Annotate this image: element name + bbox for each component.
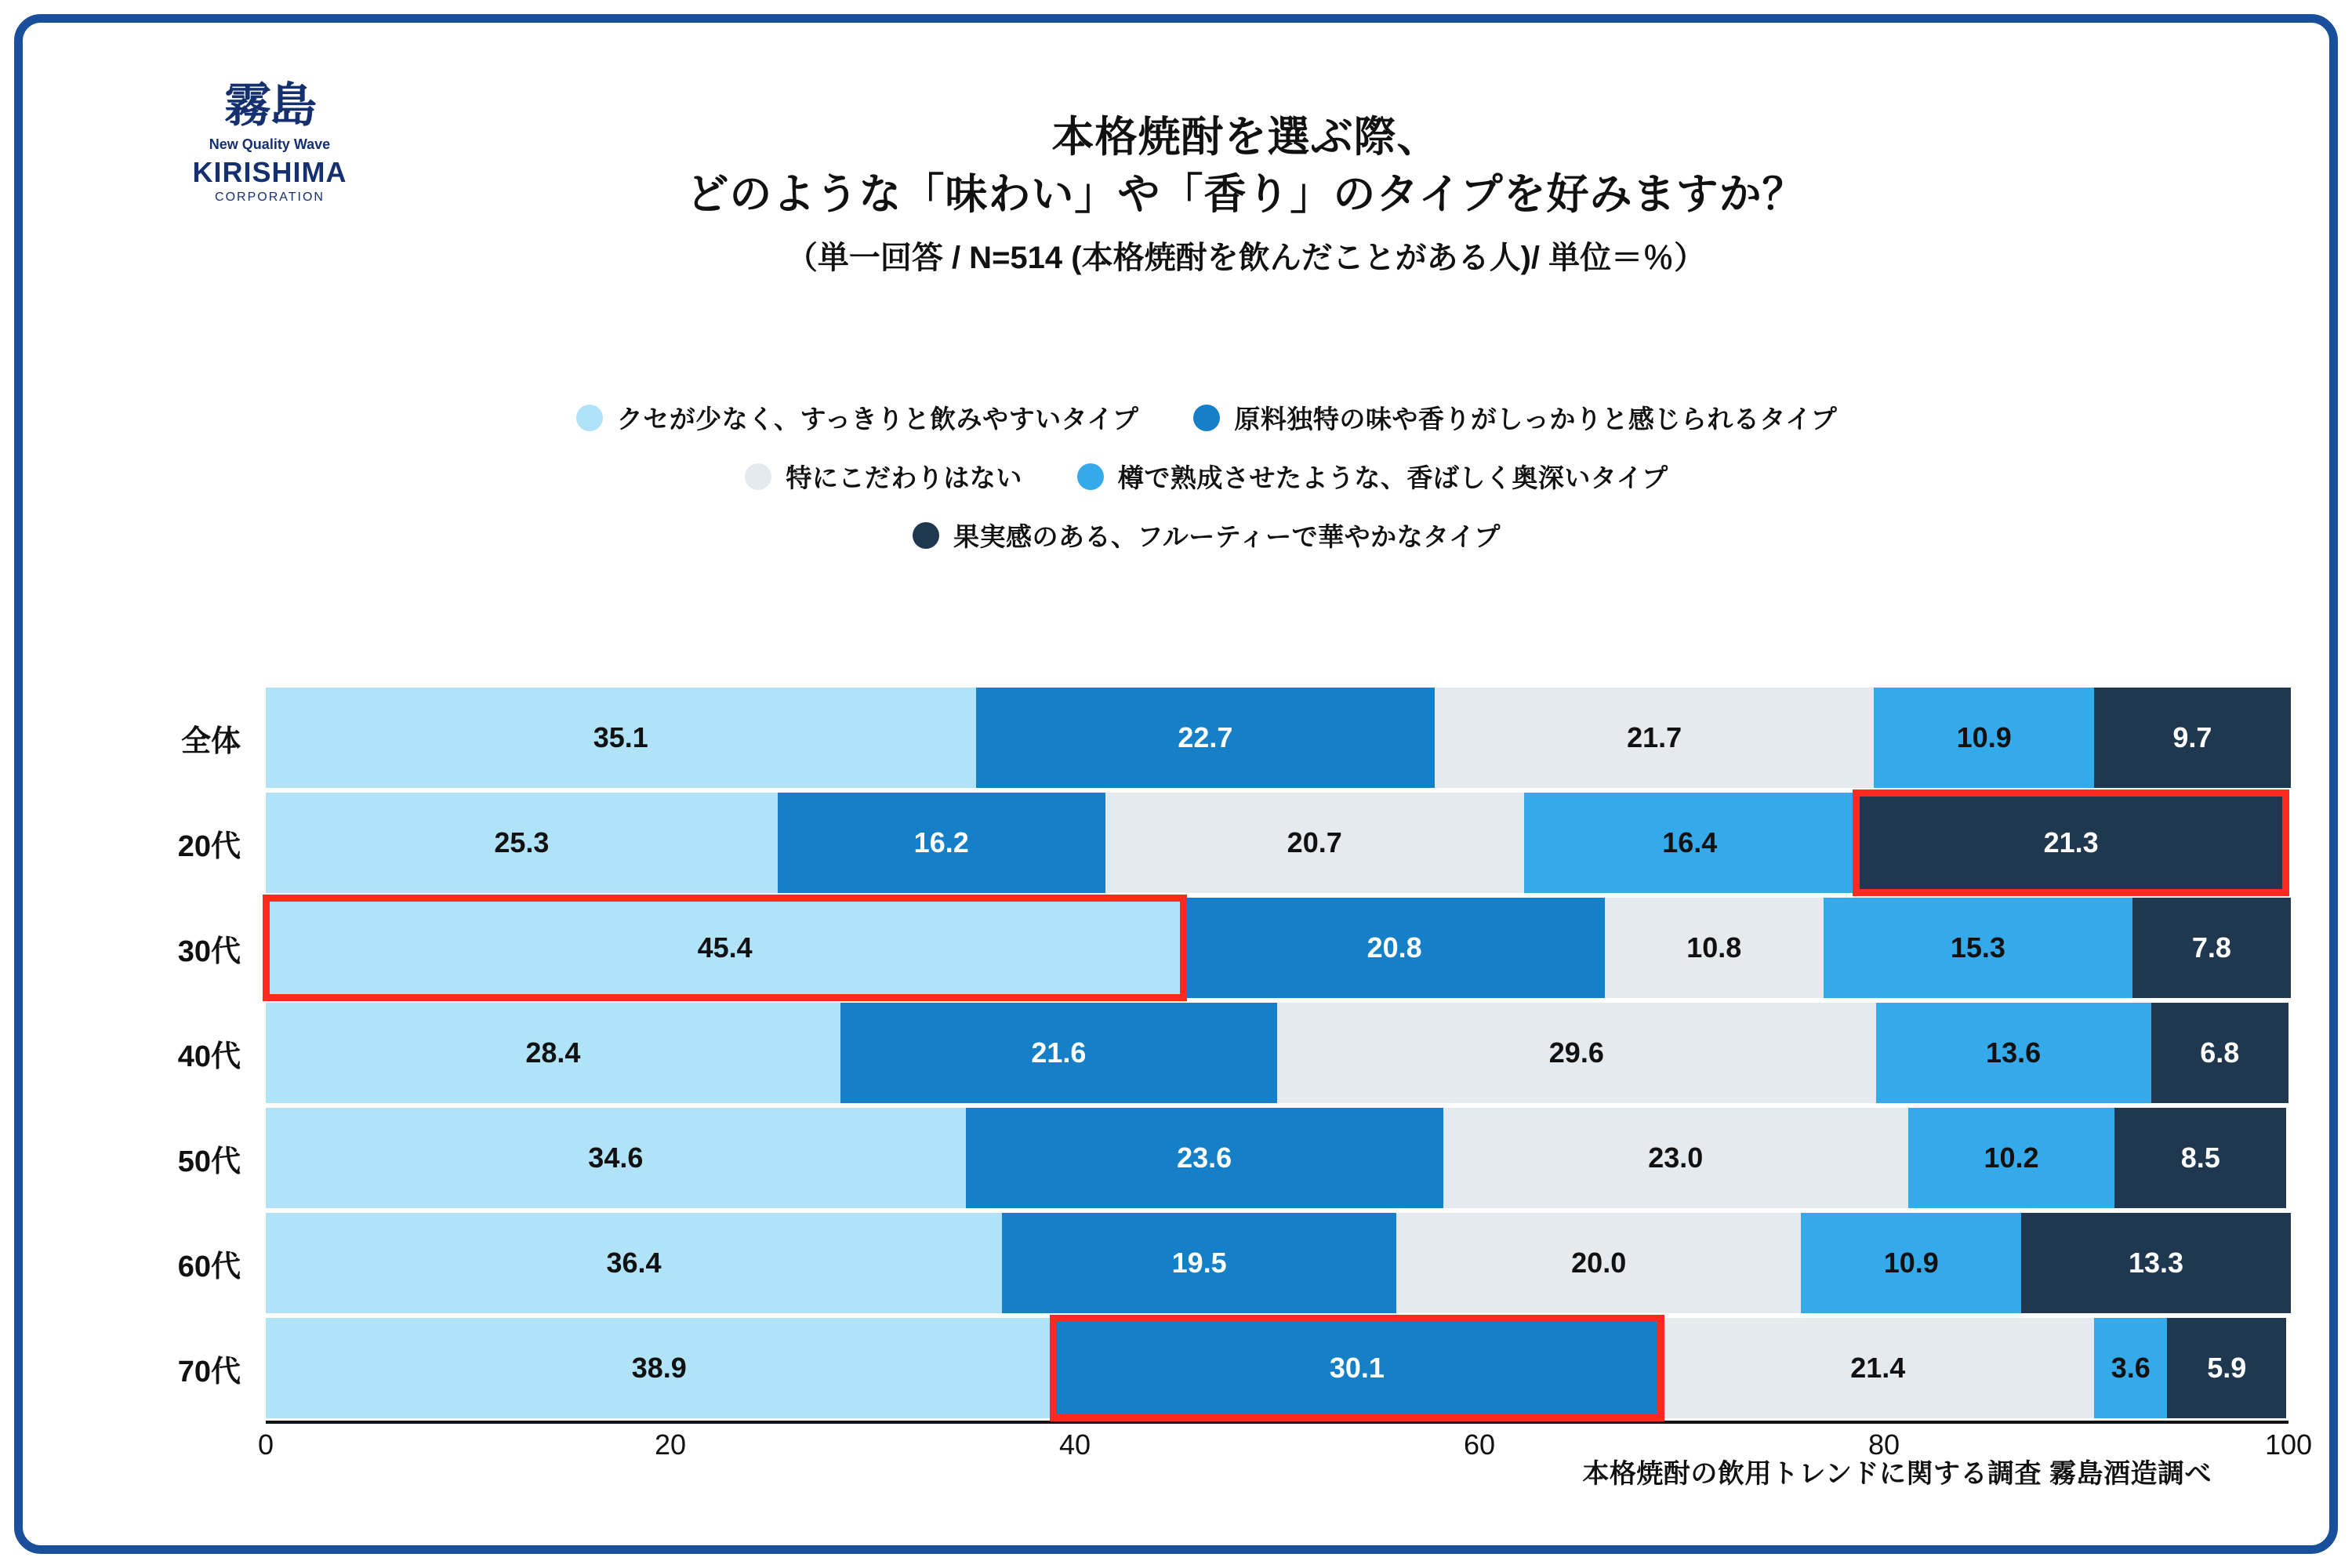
bar-value-label: 21.7 — [1627, 721, 1682, 753]
bar-segment — [2151, 1003, 2288, 1103]
legend-label: 樽で熟成させたような、香ばしく奥深いタイプ — [1117, 463, 1668, 492]
chart-row-label: 70代 — [177, 1355, 241, 1388]
kirishima-logo — [172, 78, 368, 205]
bar-segment — [266, 793, 778, 893]
bar-value-label: 36.4 — [606, 1247, 662, 1279]
slide-frame — [14, 14, 2338, 1554]
chart-row-bar — [266, 1108, 2288, 1208]
bar-segment — [1524, 793, 1856, 893]
chart-row — [140, 895, 2288, 1000]
chart-row-bar — [266, 1318, 2288, 1418]
bar-segment — [266, 1213, 1002, 1313]
bar-segment — [266, 1318, 1053, 1418]
logo-name: KIRISHIMA — [192, 156, 347, 188]
logo-mark: 霧島 — [224, 78, 315, 133]
chart-row-label: 20代 — [177, 829, 241, 863]
legend-label: 特にこだわりはない — [786, 463, 1022, 492]
logo-sub: CORPORATION — [215, 191, 325, 204]
bar-value-label: 10.9 — [1956, 721, 2012, 753]
bar-value-label: 29.6 — [1548, 1036, 1604, 1069]
chart-row — [140, 790, 2288, 895]
bar-value-label: 35.1 — [593, 721, 648, 753]
legend-item — [576, 399, 1139, 436]
legend-row — [227, 399, 2187, 436]
stacked-bar-chart — [140, 685, 2313, 1461]
chart-row-label: 全体 — [180, 724, 241, 758]
chart-row-bar — [266, 898, 2291, 998]
bar-value-label: 23.6 — [1177, 1142, 1232, 1174]
bar-value-label: 23.0 — [1648, 1142, 1704, 1174]
bar-segment — [1002, 1213, 1396, 1313]
x-axis-tick-label: 80 — [1867, 1428, 1900, 1461]
legend-item — [1193, 399, 1837, 436]
chart-row-bar — [266, 1003, 2288, 1103]
x-axis-line — [266, 1421, 2288, 1424]
bar-segment — [840, 1003, 1277, 1103]
bar-value-label: 8.5 — [2180, 1142, 2220, 1174]
bar-value-label: 10.2 — [1984, 1142, 2039, 1174]
bar-value-label: 13.3 — [2128, 1247, 2184, 1279]
legend-item — [913, 517, 1501, 554]
chart-row-label: 40代 — [177, 1040, 241, 1073]
legend-item — [1077, 458, 1668, 495]
bar-segment — [1443, 1108, 1908, 1208]
bar-segment — [2094, 688, 2290, 788]
bar-value-label: 15.3 — [1950, 931, 2005, 964]
x-axis-tick-label: 60 — [1463, 1428, 1496, 1461]
bar-value-label: 20.8 — [1367, 931, 1422, 964]
bar-segment — [1824, 898, 2133, 998]
bar-segment — [1908, 1108, 2114, 1208]
chart-legend — [227, 399, 2187, 575]
bar-segment — [1874, 688, 2094, 788]
legend-swatch-icon — [913, 522, 939, 549]
bar-segment — [1435, 688, 1874, 788]
chart-row-label: 30代 — [177, 935, 241, 968]
title-line-1: 本格焼酎を選ぶ際、 — [1051, 114, 1440, 161]
bar-segment — [266, 688, 976, 788]
chart-row — [140, 685, 2288, 790]
bar-segment — [266, 1108, 966, 1208]
title-subtitle: （単一回答 / N=514 (本格焼酎を飲んだことがある人)/ 単位＝％） — [786, 240, 1706, 275]
bar-value-label: 7.8 — [2191, 931, 2231, 964]
chart-row-bar — [266, 793, 2288, 893]
bar-value-label: 20.0 — [1571, 1247, 1627, 1279]
bar-value-label: 45.4 — [697, 931, 753, 964]
bar-segment — [966, 1108, 1443, 1208]
legend-swatch-icon — [576, 405, 603, 431]
chart-row-bar — [266, 1213, 2291, 1313]
bar-value-label: 25.3 — [494, 826, 550, 858]
bar-value-label: 5.9 — [2207, 1352, 2247, 1384]
legend-swatch-icon — [745, 463, 771, 490]
x-axis-tick-label: 100 — [2264, 1428, 2313, 1461]
title-line-2: どのような「味わい」や「香り」のタイプを好みますか？ — [686, 170, 1806, 218]
bar-value-label: 38.9 — [631, 1352, 687, 1384]
chart-row — [140, 1000, 2288, 1105]
bar-segment — [2132, 898, 2290, 998]
bar-segment — [1605, 898, 1824, 998]
bar-segment — [1053, 1318, 1662, 1418]
logo-tagline: New Quality Wave — [209, 136, 331, 152]
bar-value-label: 16.2 — [913, 826, 969, 858]
x-axis-tick-label: 0 — [257, 1428, 274, 1461]
bar-segment — [1801, 1213, 2021, 1313]
chart-row — [140, 1316, 2288, 1421]
legend-label: クセが少なく、すっきりと飲みやすいタイプ — [616, 405, 1139, 434]
bar-value-label: 28.4 — [525, 1036, 581, 1069]
chart-rows — [140, 685, 2288, 1421]
bar-segment — [2094, 1318, 2167, 1418]
bar-segment — [266, 1003, 840, 1103]
chart-row-bar — [266, 688, 2291, 788]
x-axis-tick-label: 20 — [654, 1428, 687, 1461]
legend-swatch-icon — [1077, 463, 1104, 490]
chart-row — [140, 1210, 2288, 1316]
legend-swatch-icon — [1193, 405, 1220, 431]
legend-row — [227, 517, 2187, 554]
x-axis-tick-label: 40 — [1058, 1428, 1091, 1461]
bar-value-label: 3.6 — [2111, 1352, 2151, 1384]
legend-label: 原料独特の味や香りがしっかりと感じられるタイプ — [1234, 405, 1838, 434]
bar-segment — [1876, 1003, 2151, 1103]
source-note: 本格焼酎の飲用トレンドに関する調査 霧島酒造調べ — [1582, 1459, 2212, 1489]
bar-value-label: 16.4 — [1662, 826, 1718, 858]
bar-segment — [1105, 793, 1524, 893]
bar-value-label: 10.9 — [1883, 1247, 1939, 1279]
legend-item — [745, 458, 1022, 495]
legend-row — [227, 458, 2187, 495]
bar-value-label: 6.8 — [2200, 1036, 2240, 1069]
bar-segment — [266, 898, 1184, 998]
bar-value-label: 21.6 — [1031, 1036, 1087, 1069]
bar-value-label: 10.8 — [1686, 931, 1742, 964]
bar-value-label: 21.3 — [2043, 826, 2099, 858]
page-title — [391, 109, 2100, 278]
bar-segment — [976, 688, 1436, 788]
bar-value-label: 22.7 — [1178, 721, 1233, 753]
bar-segment — [2021, 1213, 2290, 1313]
bar-value-label: 9.7 — [2172, 721, 2212, 753]
bar-segment — [1661, 1318, 2094, 1418]
bar-value-label: 19.5 — [1171, 1247, 1227, 1279]
bar-segment — [2114, 1108, 2286, 1208]
chart-row-label: 50代 — [177, 1145, 241, 1178]
bar-segment — [778, 793, 1105, 893]
bar-value-label: 30.1 — [1329, 1352, 1385, 1384]
legend-label: 果実感のある、フルーティーで華やかなタイプ — [953, 522, 1501, 551]
bar-value-label: 21.4 — [1850, 1352, 1906, 1384]
bar-segment — [1277, 1003, 1876, 1103]
bar-value-label: 34.6 — [588, 1142, 644, 1174]
bar-segment — [1184, 898, 1605, 998]
bar-segment — [2167, 1318, 2286, 1418]
chart-row — [140, 1105, 2288, 1210]
bar-segment — [1856, 793, 2287, 893]
bar-value-label: 13.6 — [1986, 1036, 2042, 1069]
bar-segment — [1396, 1213, 1801, 1313]
bar-value-label: 20.7 — [1287, 826, 1342, 858]
chart-row-label: 60代 — [177, 1250, 241, 1283]
